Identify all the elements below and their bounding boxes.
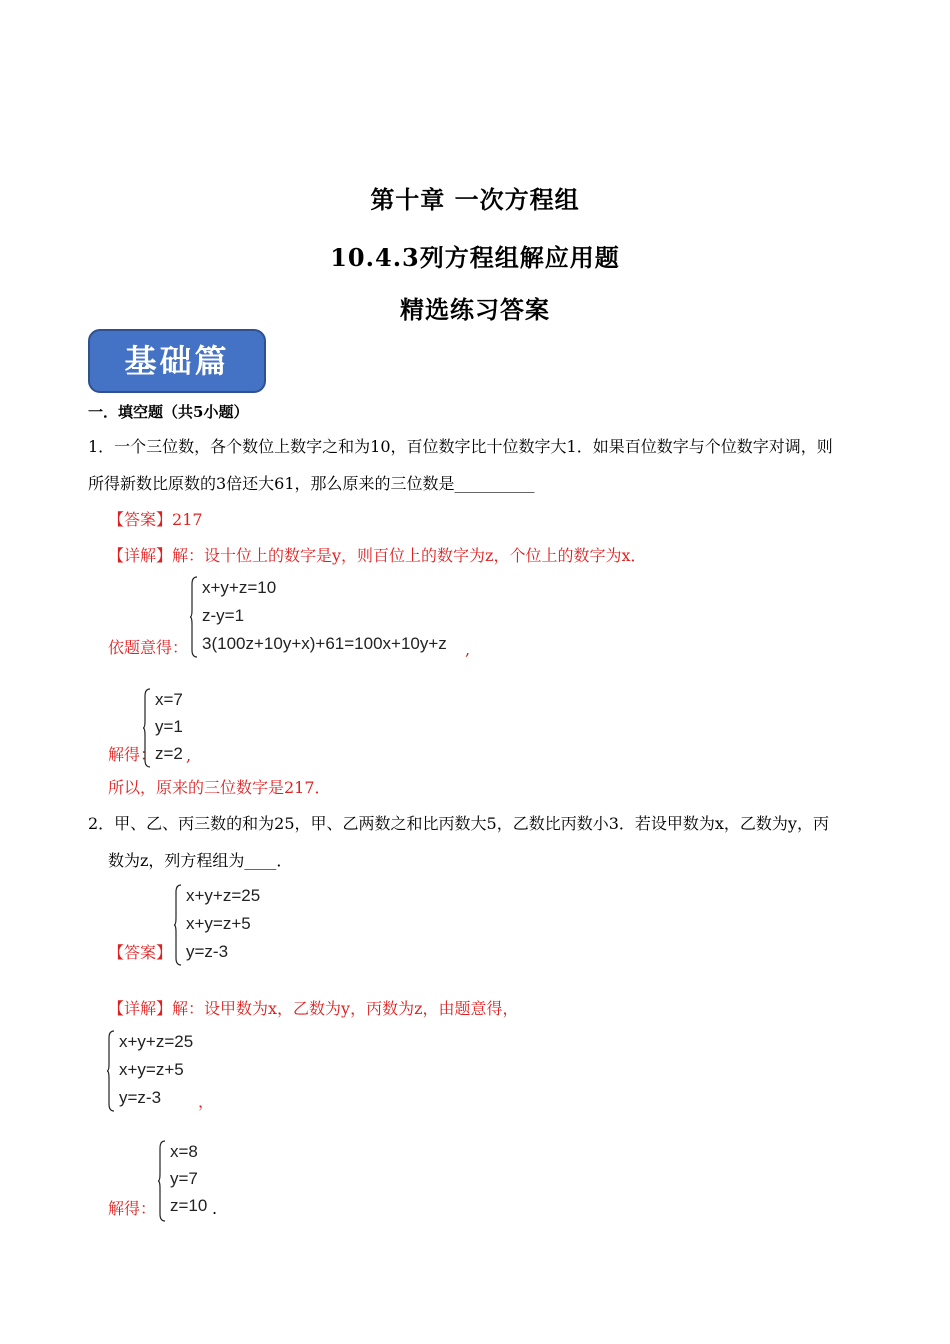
equation-3: y=z-3 — [119, 1088, 162, 1107]
q2-answer-system — [174, 884, 294, 966]
brace-icon — [107, 1030, 115, 1112]
q2-line1: 2．甲、乙、丙三数的和为25，甲、乙两数之和比丙数大5，乙数比丙数小3．若设甲数为x，乙数为y，丙 — [88, 814, 829, 833]
section-title: 10.4.3列方程组解应用题 — [330, 243, 620, 272]
q2-solution-system — [158, 1140, 238, 1222]
part-heading: 一．填空题（共5小题） — [88, 403, 249, 421]
detail-text: 解：设甲数为x，乙数为y，丙数为z，由题意得， — [172, 999, 519, 1018]
q1-detail — [108, 546, 647, 566]
q1-solution-system — [143, 688, 223, 768]
subtitle: 精选练习答案 — [400, 295, 550, 324]
level-badge: 基础篇 — [88, 329, 266, 393]
equation-3: y=z-3 — [186, 942, 229, 961]
q2-system-end: ， — [198, 1092, 215, 1111]
q2-detail — [108, 999, 519, 1019]
solution-z: z=2 — [155, 744, 183, 763]
q1-conclusion: 所以，原来的三位数字是217． — [108, 778, 331, 797]
equation-1: x+y+z=25 — [119, 1032, 194, 1051]
q2-answer-tag: 【答案】 — [108, 943, 173, 962]
detail-text: 解：设十位上的数字是y，则百位上的数字为z，个位上的数字为x． — [172, 546, 647, 565]
q2-line2: 数为z，列方程组为____． — [108, 851, 293, 870]
solution-y: y=7 — [170, 1169, 198, 1188]
q1-solve-label: 解得： — [108, 745, 157, 764]
equation-1: x+y+z=10 — [202, 578, 277, 597]
solution-x: x=7 — [155, 690, 183, 709]
q1-answer — [108, 510, 203, 530]
q1-solve-end: , — [186, 746, 192, 765]
q2-solve-label: 解得： — [108, 1199, 157, 1218]
chapter-title: 第十章 一次方程组 — [370, 185, 580, 214]
q1-equation-system — [190, 576, 480, 658]
q1-setup-label: 依题意得： — [108, 638, 189, 657]
equation-2: x+y=z+5 — [119, 1060, 184, 1079]
equation-1: x+y+z=25 — [186, 886, 261, 905]
detail-tag: 【详解】 — [108, 999, 173, 1018]
brace-icon — [174, 884, 182, 966]
q1-line2: 所得新数比原数的3倍还大61，那么原来的三位数是__________ — [88, 474, 535, 493]
solution-x: x=8 — [170, 1142, 198, 1161]
equation-2: z-y=1 — [202, 606, 245, 625]
solution-y: y=1 — [155, 717, 183, 736]
q1-line1: 1．一个三位数，各个数位上数字之和为10，百位数字比十位数字大1．如果百位数字与个位数字对调，则 — [88, 437, 833, 456]
equation-2: x+y=z+5 — [186, 914, 251, 933]
answer-value: 217 — [172, 510, 203, 529]
q2-solve-end: . — [212, 1199, 218, 1218]
equation-3: 3(100z+10y+x)+61=100x+10y+z — [202, 634, 447, 653]
brace-icon — [158, 1140, 166, 1222]
answer-tag: 【答案】 — [108, 510, 173, 529]
solution-z: z=10 — [170, 1196, 208, 1215]
q1-setup-end: , — [465, 640, 471, 659]
brace-icon — [190, 576, 198, 658]
detail-tag: 【详解】 — [108, 546, 173, 565]
brace-icon — [143, 688, 151, 768]
